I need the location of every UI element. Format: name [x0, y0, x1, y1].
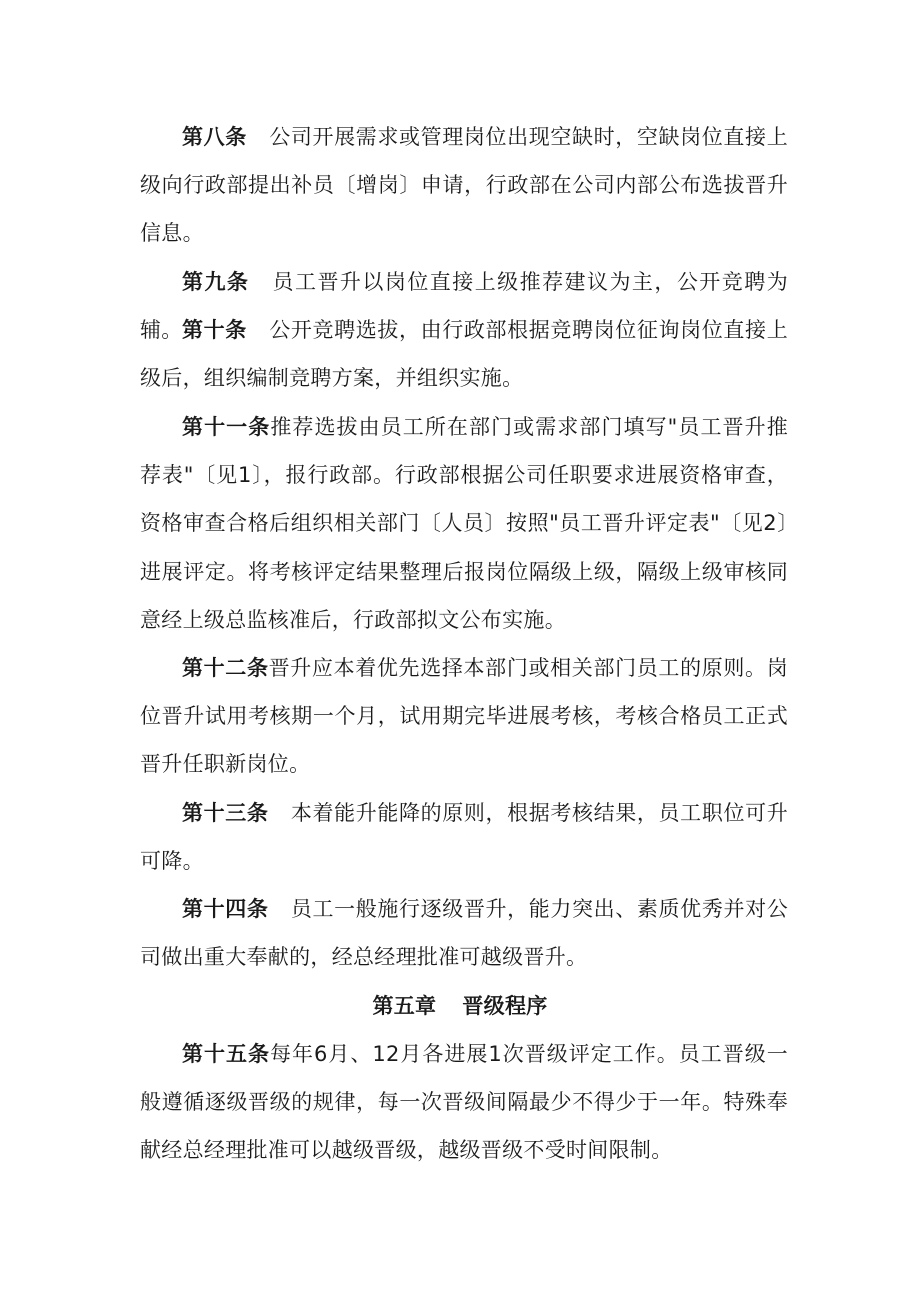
article-text: 晋升应本着优先选择本部门或相关部门员工的原则。岗位晋升试用考核期一个月，试用期完毕进展考核，考核合格员工正式晋升任职新岗位。 [140, 656, 788, 777]
article-text: 员工晋升以岗位直接上级推荐建议为主，公开竞聘为辅。 [140, 270, 788, 343]
article-10 [140, 306, 788, 402]
article-15 [140, 1030, 788, 1175]
article-text: 员工一般施行逐级晋升，能力突出、素质优秀并对公司做出重大奉献的，经总经理批准可越级晋升。 [140, 897, 789, 970]
article-text: 公司开展需求或管理岗位出现空缺时，空缺岗位直接上级向行政部提出补员〔增岗〕申请，行政部在公司内部公布选拔晋升信息。 [140, 125, 788, 246]
article-text: 推荐选拔由员工所在部门或需求部门填写"员工晋升推荐表"〔见1〕，报行政部。行政部根据公司任职要求进展资格审查，资格审查合格后组织相关部门〔人员〕按照"员工晋升评定表"〔见2〕进展评定。将考核评定结果整理后报岗位隔级上级，隔级上级审核同意经上级总监核准后，行政部拟文公布实施。 [140, 415, 789, 632]
article-label: 第十四条 [182, 897, 269, 921]
article-label: 第九条 [182, 270, 250, 294]
chapter-heading [0, 982, 920, 1030]
chapter-number: 第五章 [372, 994, 437, 1018]
article-12 [140, 644, 788, 789]
article-label: 第八条 [182, 125, 247, 149]
article-text: 公开竞聘选拔，由行政部根据竞聘岗位征询岗位直接上级后，组织编制竞聘方案，并组织实施。 [140, 318, 788, 391]
article-text: 本着能升能降的原则，根据考核结果，员工职位可升可降。 [140, 801, 789, 874]
chapter-title: 晋级程序 [462, 994, 548, 1018]
article-11 [140, 403, 788, 644]
article-label: 第十条 [182, 318, 247, 342]
article-14 [140, 885, 788, 981]
article-label: 第十五条 [182, 1042, 270, 1066]
article-13 [140, 789, 788, 885]
article-label: 第十三条 [182, 801, 269, 825]
article-label: 第十二条 [182, 656, 269, 680]
article-label: 第十一条 [182, 415, 271, 439]
article-8 [140, 113, 788, 258]
article-text: 每年6月、12月各进展1次晋级评定工作。员工晋级一般遵循逐级晋级的规律，每一次晋级间隔最少不得少于一年。特殊奉献经总经理批准可以越级晋级，越级晋级不受时间限制。 [140, 1042, 788, 1163]
